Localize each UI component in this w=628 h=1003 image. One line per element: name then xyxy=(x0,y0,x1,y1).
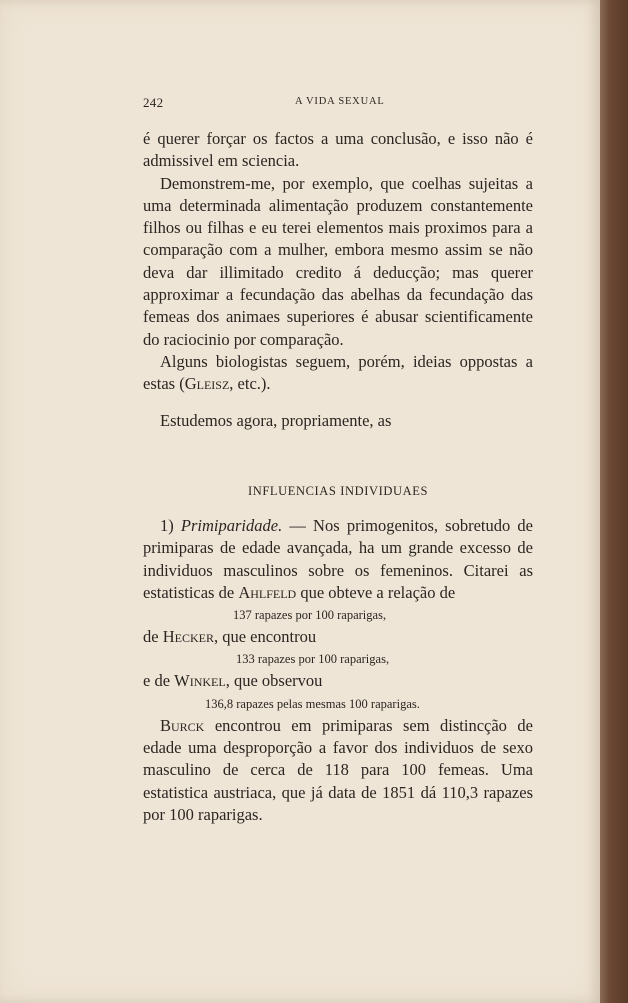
paragraph: é querer forçar os factos a uma conclusão, e isso não é admissivel em sciencia. xyxy=(143,129,533,171)
paragraph: Demonstrem-me, por exemplo, que coelhas sujeitas a uma determinada alimentação produzem constantemente filhos ou filhas e eu terei elementos mais proximos para a comparação com a mulher, embora mesmo assim se não deva dar illimitado credito á deducção; mas querer approximar a fecundação das abelhas da fecundação das femeas dos animaes superiores é abusar scientificamente do raciocinio por comparação. xyxy=(143,173,533,349)
section-heading: INFLUENCIAS INDIVIDUAES xyxy=(247,484,429,498)
text-run: , etc.). xyxy=(229,374,271,394)
page-number: 242 xyxy=(143,95,164,110)
body-text-bottom xyxy=(143,515,533,826)
statistic-line: 133 rapazes por 100 raparigas, xyxy=(236,652,390,667)
text-run: que obteve a relação de xyxy=(296,582,456,602)
running-header xyxy=(143,95,513,111)
statistic-line: 137 rapazes por 100 raparigas, xyxy=(233,608,387,623)
paragraph: Estudemos agora, propriamente, as xyxy=(160,410,392,430)
book-binding-edge xyxy=(600,0,628,1003)
author-name: Burck xyxy=(160,715,205,735)
text-run: de xyxy=(143,627,163,647)
text-run: Alguns biologistas seguem, porém, ideias oppostas a estas ( xyxy=(143,351,533,394)
text-run: e de xyxy=(143,671,175,691)
paragraph xyxy=(143,670,533,692)
paragraph xyxy=(143,715,533,826)
running-title: A VIDA SEXUAL xyxy=(295,96,385,107)
text-run: — Nos primogenitos, sobretudo de primiparas de edade avançada, ha um grande excesso de individuos masculinos sobre os femeninos. Citarei as estatisticas de xyxy=(143,516,534,602)
author-name: Winkel xyxy=(174,671,226,691)
author-name: Ahlfeld xyxy=(238,582,297,602)
author-name: Hecker xyxy=(162,627,214,647)
body-text-top xyxy=(143,128,533,432)
paragraph xyxy=(143,351,533,396)
text-run: encontrou em primiparas sem distincção de edade uma desproporção a favor dos individuos de sexo masculino de cerca de 118 para 100 femeas. Uma estatistica austriaca, que já data de 1851 dá 110,3 rapazes por 100 raparigas. xyxy=(143,715,533,824)
author-name: Gleisz xyxy=(184,374,230,394)
section-number: 1) xyxy=(160,516,174,535)
paragraph xyxy=(143,626,533,648)
text-run: , que encontrou xyxy=(213,627,317,647)
paragraph xyxy=(143,515,533,604)
section-title: Primiparidade. xyxy=(180,516,283,535)
text-run: , que observou xyxy=(225,671,323,691)
statistic-line: 136,8 rapazes pelas mesmas 100 raparigas. xyxy=(205,696,420,711)
